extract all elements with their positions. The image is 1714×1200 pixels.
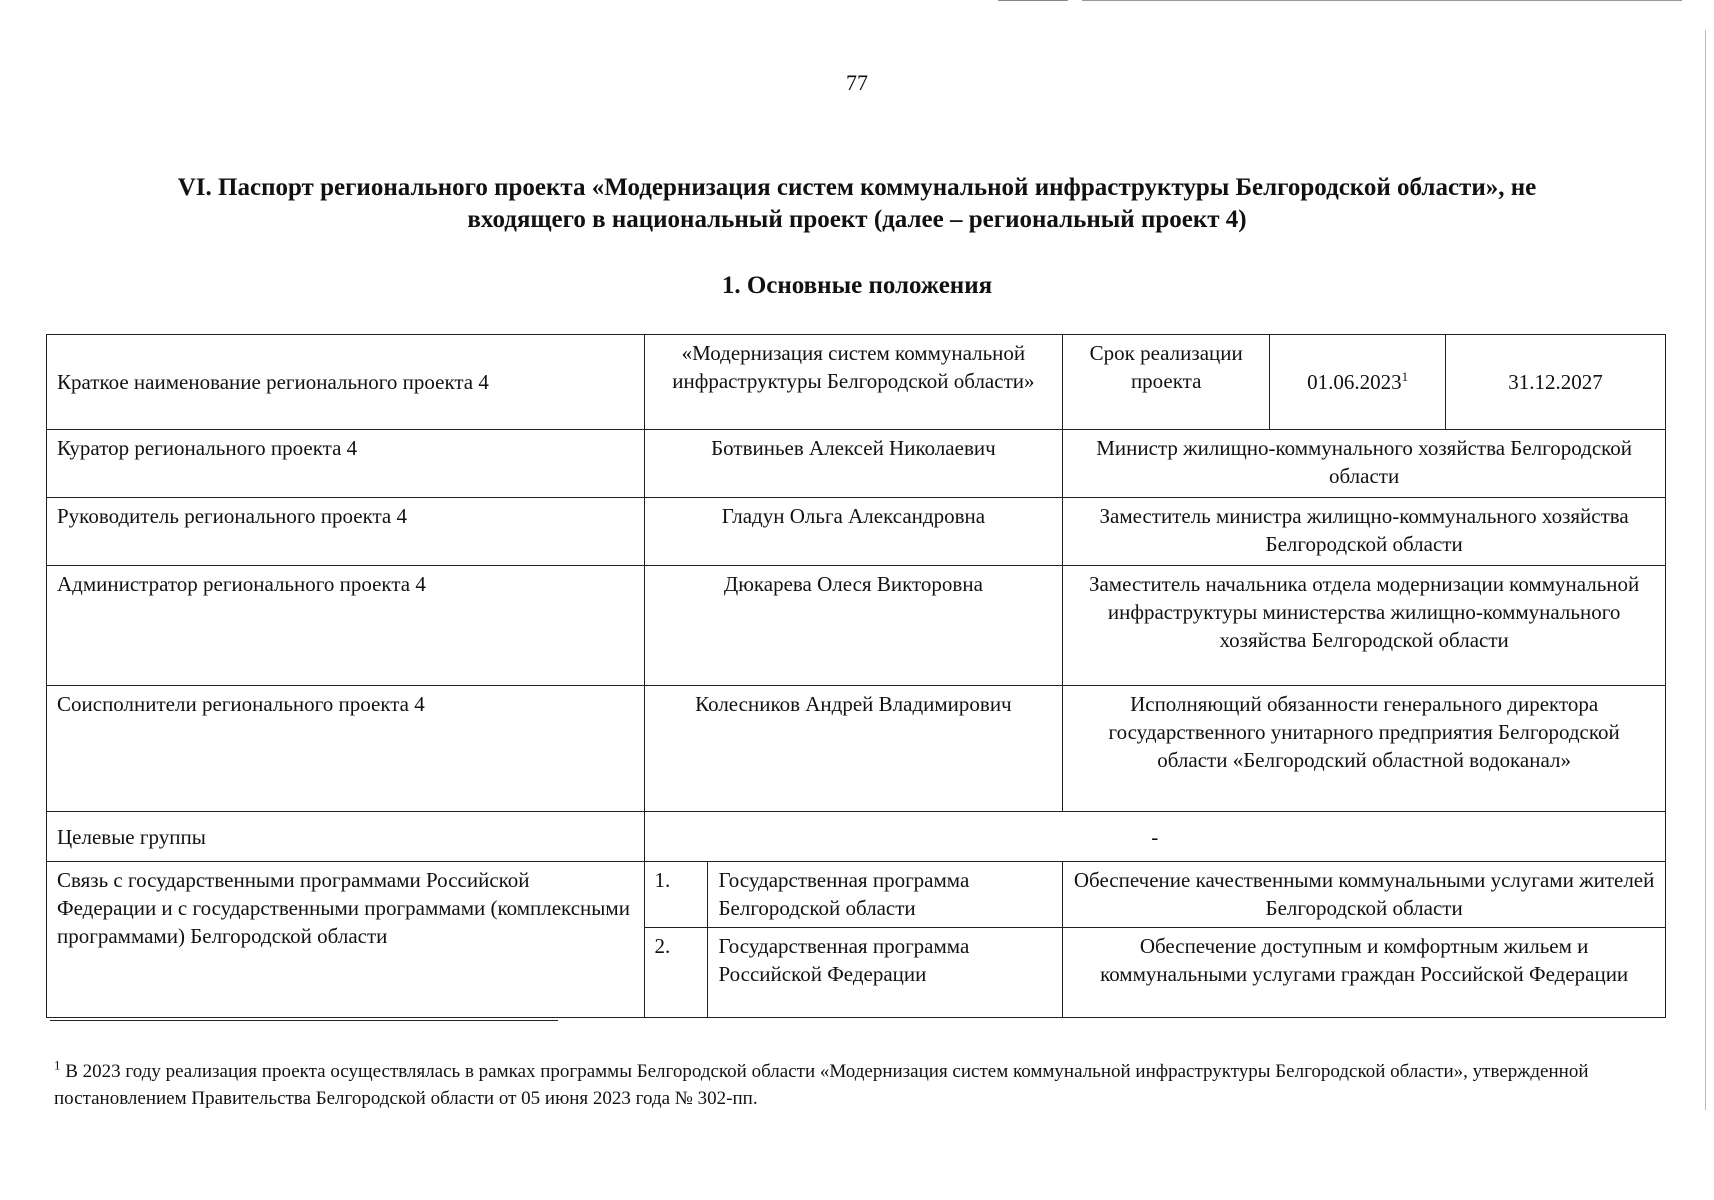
footnote-separator (50, 1020, 558, 1021)
head-label: Руководитель регионального проекта 4 (47, 498, 645, 566)
curator-label: Куратор регионального проекта 4 (47, 430, 645, 498)
programs-label: Связь с государственными программами Российской Федерации и с государственными программами (комплексными программами) Белгородской области (47, 862, 645, 1018)
document-title: VI. Паспорт регионального проекта «Модернизация систем коммунальной инфраструктуры Белгородской области», не входящего в национальный проект (далее – региональный проект 4) (177, 174, 1537, 233)
scan-edge-line (1705, 30, 1706, 1110)
program-goal: Обеспечение качественными коммунальными услугами жителей Белгородской области (1063, 862, 1666, 928)
short-name-label: Краткое наименование регионального проекта 4 (47, 335, 645, 430)
table-row (47, 498, 1666, 566)
table-row (47, 430, 1666, 498)
table-row (47, 862, 1666, 928)
admin-label: Администратор регионального проекта 4 (47, 566, 645, 686)
program-number: 1. (644, 862, 708, 928)
curator-position: Министр жилищно-коммунального хозяйства Белгородской области (1063, 430, 1666, 498)
page-number: 77 (846, 70, 868, 95)
coexec-name: Колесников Андрей Владимирович (644, 686, 1063, 812)
table-row (47, 566, 1666, 686)
start-date: 01.06.2023 (1307, 370, 1402, 394)
scan-artifact-line (1082, 0, 1682, 1)
admin-name: Дюкарева Олеся Викторовна (644, 566, 1063, 686)
curator-name: Ботвиньев Алексей Николаевич (644, 430, 1063, 498)
start-date-cell (1270, 335, 1446, 430)
footnote-text: В 2023 году реализация проекта осуществлялась в рамках программы Белгородской области «Модернизация систем коммунальной инфраструктуры Белгородской области», утвержденной постановлением Правительства Белгородской области от 05 июня 2023 года № 302-пп. (54, 1061, 1589, 1109)
head-name: Гладун Ольга Александровна (644, 498, 1063, 566)
program-name: Государственная программа Российской Федерации (708, 928, 1063, 1018)
target-value: - (644, 812, 1665, 862)
coexec-position: Исполняющий обязанности генерального директора государственного унитарного предприятия Белгородской области «Белгородский областной водоканал» (1063, 686, 1666, 812)
head-position: Заместитель министра жилищно-коммунального хозяйства Белгородской области (1063, 498, 1666, 566)
admin-position: Заместитель начальника отдела модернизации коммунальной инфраструктуры министерства жилищно-коммунального хозяйства Белгородской области (1063, 566, 1666, 686)
end-date: 31.12.2027 (1446, 335, 1666, 430)
footnote-marker: 1 (54, 1057, 61, 1073)
section-title: 1. Основные положения (721, 272, 993, 299)
footnote (54, 1058, 1664, 1112)
table-row (47, 686, 1666, 812)
program-goal: Обеспечение доступным и комфортным жильем и коммунальными услугами граждан Российской Федерации (1063, 928, 1666, 1018)
term-label: Срок реализации проекта (1063, 335, 1270, 430)
table-row (47, 335, 1666, 430)
footnote-reference: 1 (1401, 369, 1409, 384)
scan-artifact-line (998, 0, 1068, 1)
program-number: 2. (644, 928, 708, 1018)
short-name-value: «Модернизация систем коммунальной инфраструктуры Белгородской области» (644, 335, 1063, 430)
passport-table (46, 334, 1666, 1018)
target-label: Целевые группы (47, 812, 645, 862)
table-row (47, 812, 1666, 862)
coexec-label: Соисполнители регионального проекта 4 (47, 686, 645, 812)
program-name: Государственная программа Белгородской области (708, 862, 1063, 928)
